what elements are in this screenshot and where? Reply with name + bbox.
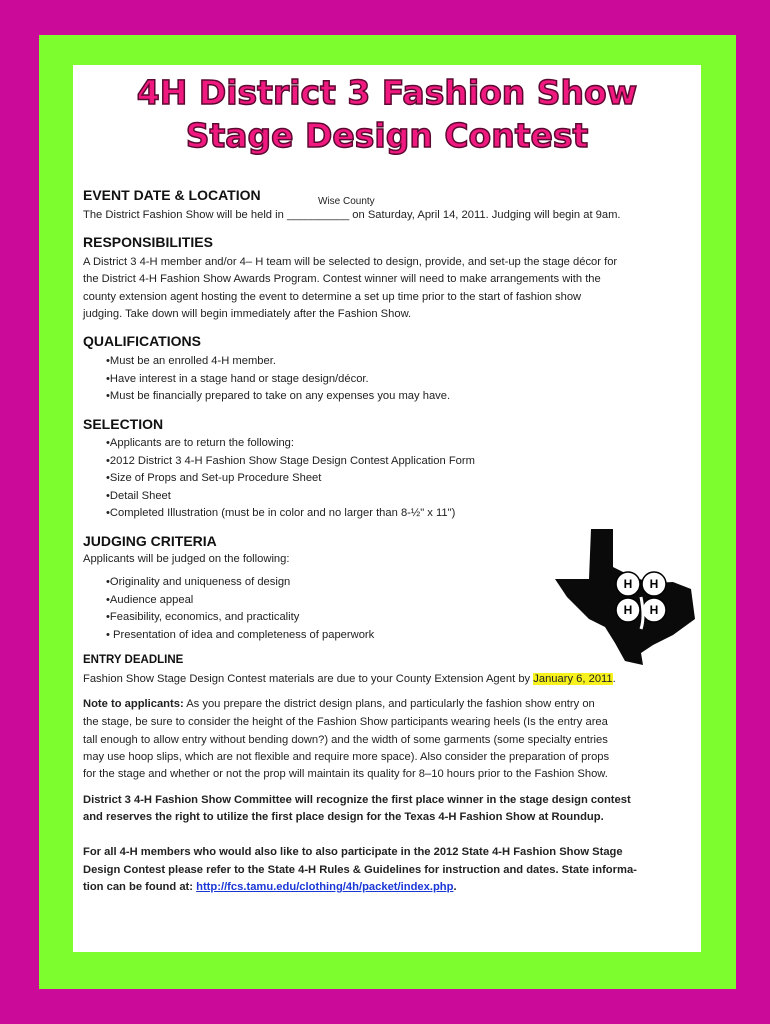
responsibilities-heading: RESPONSIBILITIES <box>83 234 213 250</box>
selection-heading: SELECTION <box>83 416 164 432</box>
responsibilities-line: A District 3 4-H member and/or 4– H team will be selected to design, provide, and set-up the stage décor for <box>83 256 618 268</box>
note-line: the stage, be sure to consider the height of the Fashion Show participants wearing heels (Is the entry area <box>83 716 608 728</box>
selection-item: • Size of Props and Set-up Procedure Sheet <box>106 470 321 488</box>
qualification-item: • Must be an enrolled 4-H member. <box>106 353 276 371</box>
state-line: Design Contest please refer to the State 4-H Rules & Guidelines for instruction and dates. State informa- <box>83 864 637 876</box>
note-first-text: As you prepare the district design plans, and particularly the fashion show entry on <box>183 698 595 710</box>
event-text: The District Fashion Show will be held in __________ on Saturday, April 14, 2011. Judging will begin at 9am. <box>83 209 621 221</box>
judging-item: • Originality and uniqueness of design <box>106 574 290 592</box>
note-first-line <box>83 696 695 714</box>
judging-intro: Applicants will be judged on the following: <box>83 553 290 565</box>
note-line: tall enough to allow entry without bending down?) and the width of some garments (some specialty entries <box>83 734 608 746</box>
committee-line: and reserves the right to utilize the first place design for the Texas 4-H Fashion Show at Roundup. <box>83 811 604 823</box>
flyer-page <box>73 65 701 952</box>
qualifications-heading: QUALIFICATIONS <box>83 333 201 349</box>
title-line-2: Stage Design Contest <box>185 116 589 155</box>
event-heading: EVENT DATE & LOCATION <box>83 187 261 203</box>
event-location-fill-in: Wise County <box>318 196 375 207</box>
state-line: For all 4-H members who would also like to also participate in the 2012 State 4-H Fashion Show Stage <box>83 846 623 858</box>
svg-text:H: H <box>623 603 633 617</box>
deadline-text-end: . <box>612 673 616 685</box>
svg-text:H: H <box>623 577 633 591</box>
deadline-heading: ENTRY DEADLINE <box>83 654 184 666</box>
state-info-link[interactable]: http://fcs.tamu.edu/clothing/4h/packet/index.php <box>196 881 454 893</box>
judging-heading: JUDGING CRITERIA <box>83 533 217 549</box>
deadline-text <box>83 671 695 689</box>
note-label: Note to applicants: <box>83 698 184 710</box>
note-line: for the stage and whether or not the prop will maintain its quality for 8–10 hours prior to the Fashion Show. <box>83 768 608 780</box>
qualification-item: • Have interest in a stage hand or stage design/décor. <box>106 371 369 389</box>
note-line: may use hoop slips, which are not flexible and require more space). Also consider the preparation of props <box>83 751 610 763</box>
responsibilities-line: county extension agent hosting the event to determine a set up time prior to the start of fashion show <box>83 291 582 303</box>
state-last-prefix: tion can be found at: <box>83 881 197 893</box>
deadline-date: January 6, 2011 <box>533 673 613 685</box>
svg-text:H: H <box>649 577 659 591</box>
committee-line: District 3 4-H Fashion Show Committee will recognize the first place winner in the stage design contest <box>83 794 631 806</box>
judging-item: • Audience appeal <box>106 592 193 610</box>
selection-item: • 2012 District 3 4-H Fashion Show Stage Design Contest Application Form <box>106 453 475 471</box>
selection-item: • Detail Sheet <box>106 488 171 506</box>
responsibilities-line: judging. Take down will begin immediately after the Fashion Show. <box>83 308 412 320</box>
texas-4h-clover-icon <box>553 527 703 667</box>
selection-item: • Applicants are to return the following: <box>106 435 294 453</box>
state-last-suffix: . <box>453 881 457 893</box>
responsibilities-line: the District 4-H Fashion Show Awards Program. Contest winner will need to make arrangements with the <box>83 273 601 285</box>
deadline-text-prefix: Fashion Show Stage Design Contest materials are due to your County Extension Agent by <box>83 673 534 685</box>
selection-item: • Completed Illustration (must be in color and no larger than 8-½" x 11") <box>106 505 455 523</box>
judging-item: • Feasibility, economics, and practicality <box>106 609 299 627</box>
judging-item: • Presentation of idea and completeness of paperwork <box>106 627 374 645</box>
qualification-item: • Must be financially prepared to take on any expenses you may have. <box>106 388 450 406</box>
title-line-1: 4H District 3 Fashion Show <box>136 73 638 112</box>
texas-silhouette <box>555 529 695 665</box>
svg-text:H: H <box>649 603 659 617</box>
state-last-line <box>83 879 695 897</box>
